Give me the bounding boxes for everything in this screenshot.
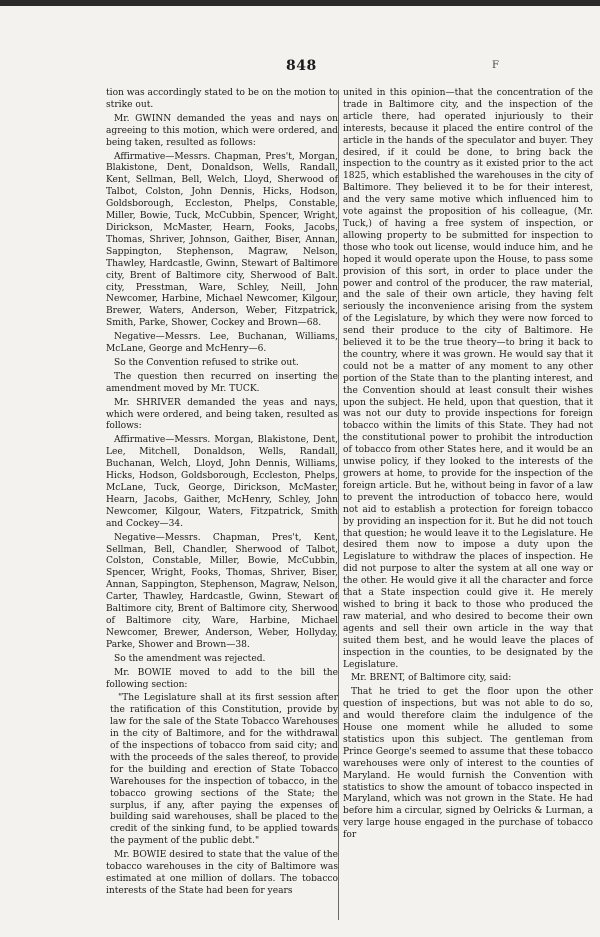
paragraph: tion was accordingly stated to be on the motion to strike out. — [106, 88, 338, 110]
vote-affirmative: Affirmative—Messrs. Chapman, Pres't, Morgan, Blakistone, Dent, Donaldson, Wells, Randall, Kent, Sellman, Bell, Welch, Lloyd, Sherwood of Talbot, Colston, John Dennis, Hicks, Hodson, Goldsborough, Eccleston, Phelps, Constable, Miller, Bowie, Tuck, McCubbin, Spencer, Wright, Dirickson, McMaster, Hearn, Fooks, Jacobs, Thomas, Shriver, Johnson, Gaither, Biser, Annan, Sappington, Stephenson, Magraw, Nelson, Thawley, Hardcastle, Gwinn, Stewart of Baltimore city, Brent of Baltimore city, Sherwood of Balt. city, Presstman, Ware, Schley, Neill, John Newcomer, Harbine, Michael Newcomer, Kilgour, Brewer, Waters, Anderson, Weber, Fitzpatrick, Smith, Parke, Shower, Cockey and Brown—68. — [106, 151, 338, 329]
column-divider — [338, 90, 339, 920]
vote-affirmative: Affirmative—Messrs. Morgan, Blakistone, Dent, Lee, Mitchell, Donaldson, Wells, Randall, Buchanan, Welch, Lloyd, John Dennis, Williams, Hicks, Hodson, Goldsborough, Eccleston, Phelps, McLane, Tuck, George, Dirickson, McMaster, Hearn, Jacobs, Gaither, McHenry, Schley, John Newcomer, Kilgour, Waters, Fitzpatrick, Smith and Cockey—34. — [106, 435, 338, 529]
page-number: 848 — [286, 58, 317, 74]
left-column — [106, 88, 338, 900]
paragraph: Mr. GWINN demanded the yeas and nays on agreeing to this motion, which were ordered, and being taken, resulted as follows: — [106, 113, 338, 148]
right-column — [343, 88, 593, 844]
vote-negative: Negative—Messrs. Lee, Buchanan, Williams, McLane, George and McHenry—6. — [106, 332, 338, 355]
quoted-section: "The Legislature shall at its first session after the ratification of this Constitution, provide by law for the sale of the State Tobacco Warehouses in the city of Baltimore, and for the withdrawal of the inspections of tobacco from said city; and with the proceeds of the sales thereof, to provide for the building and erection of State Tobacco Warehouses for the inspection of tobacco, in the tobacco growing sections of the State; the surplus, if any, after paying the expenses of building said warehouses, shall be placed to the credit of the sinking fund, to be applied towards the payment of the public debt." — [110, 693, 338, 847]
paragraph: So the amendment was rejected. — [114, 653, 266, 664]
paragraph: That he tried to get the floor upon the other question of inspections, but was not able to do so, and would therefore claim the indulgence of the House one moment while he alluded to some statistics upon this subject. The gentleman from Prince George's seemed to assume that these tobacco warehouses were only of interest to the counties of Maryland. He would furnish the Convention with statistics to show the amount of tobacco inspected in Maryland, which was not grown in the State. He had before him a circular, signed by Oelricks & Lurman, a very large house engaged in the purchase of tobacco for — [343, 687, 593, 841]
paragraph: Mr. BOWIE desired to state that the value of the tobacco warehouses in the city of Baltimore was estimated at one million of dollars. The tobacco interests of the State had been for years — [106, 850, 338, 896]
paragraph: united in this opinion—that the concentration of the trade in Baltimore city, and the inspection of the article there, had operated injuriously to their interests, because it placed the entire control of the article in the hands of the speculator and buyer. They desired, if it could be done, to bring back the inspection to the country as it existed prior to the act 1825, which established the warehouses in the city of Baltimore. They believed it to be for their interest, and the very same motive which influenced him to vote against the proposition of his colleague, (Mr. Tuck,) of having a free system of inspection, or allowing property to be submitted for inspection to those who took out license, would induce him, and he hoped it would operate upon the House, to pass some provision of this sort, in order to place under the power and control of the producer, the raw material, and the sale of their own article, they having felt seriously the inconvenience arising from the system of the Legislature, by which they were now forced to send their produce to the city of Baltimore. He believed it to be the true theory—to bring it back to the country, where it was grown. He would say that it could not be a matter of any moment to any other portion of the State than to the planting interest, and the Convention should at least consult their wishes upon the subject. He held, upon that question, that it was not our duty to provide inspections for foreign tobacco within the limits of this State. They had not the constitutional power to prohibit the introduction of tobacco from other States here, and it would be an unwise policy, if they looked to the interests of the growers at home, to provide for the inspection of the foreign article. But he, without being in favor of a law to prevent the introduction of tobacco here, would not aid to establish a protection for foreign tobacco by providing an inspection for it. But he did not touch that question; he would leave it to the Legislature. He desired them now to impose a duty upon the Legislature to withdraw the places of inspection. He did not purpose to alter the system at all one way or the other. He would give it all the character and force that a State inspection could give it. He merely wished to bring it back to those who produced the raw material, and who desired to become their own agents and sell their own article in the way that suited them best, and he would leave the places of inspection in the counties, to be designated by the Legislature. — [343, 88, 593, 670]
paragraph: Mr. BOWIE moved to add to the bill the following section: — [106, 667, 338, 690]
top-rule — [0, 0, 600, 6]
speaker-heading: Mr. BRENT, of Baltimore city, said: — [351, 673, 512, 684]
paragraph: Mr. SHRIVER demanded the yeas and nays, which were ordered, and being taken, resulted as follows: — [106, 397, 338, 432]
paragraph: So the Convention refused to strike out. — [114, 357, 299, 368]
margin-mark: F — [492, 60, 499, 71]
vote-negative: Negative—Messrs. Chapman, Pres't, Kent, Sellman, Bell, Chandler, Sherwood of Talbot, Colston, Constable, Miller, Bowie, McCubbin, Spencer, Wright, Fooks, Thomas, Shriver, Biser, Annan, Sappington, Stephenson, Magraw, Nelson, Carter, Thawley, Hardcastle, Gwinn, Stewart of Baltimore city, Brent of Baltimore city, Sherwood of Baltimore city, Ware, Harbine, Michael Newcomer, Brewer, Anderson, Weber, Hollyday, Parke, Shower and Brown—38. — [106, 532, 338, 650]
paragraph: The question then recurred on inserting the amendment moved by Mr. TUCK. — [106, 371, 338, 394]
page-header — [0, 58, 600, 80]
